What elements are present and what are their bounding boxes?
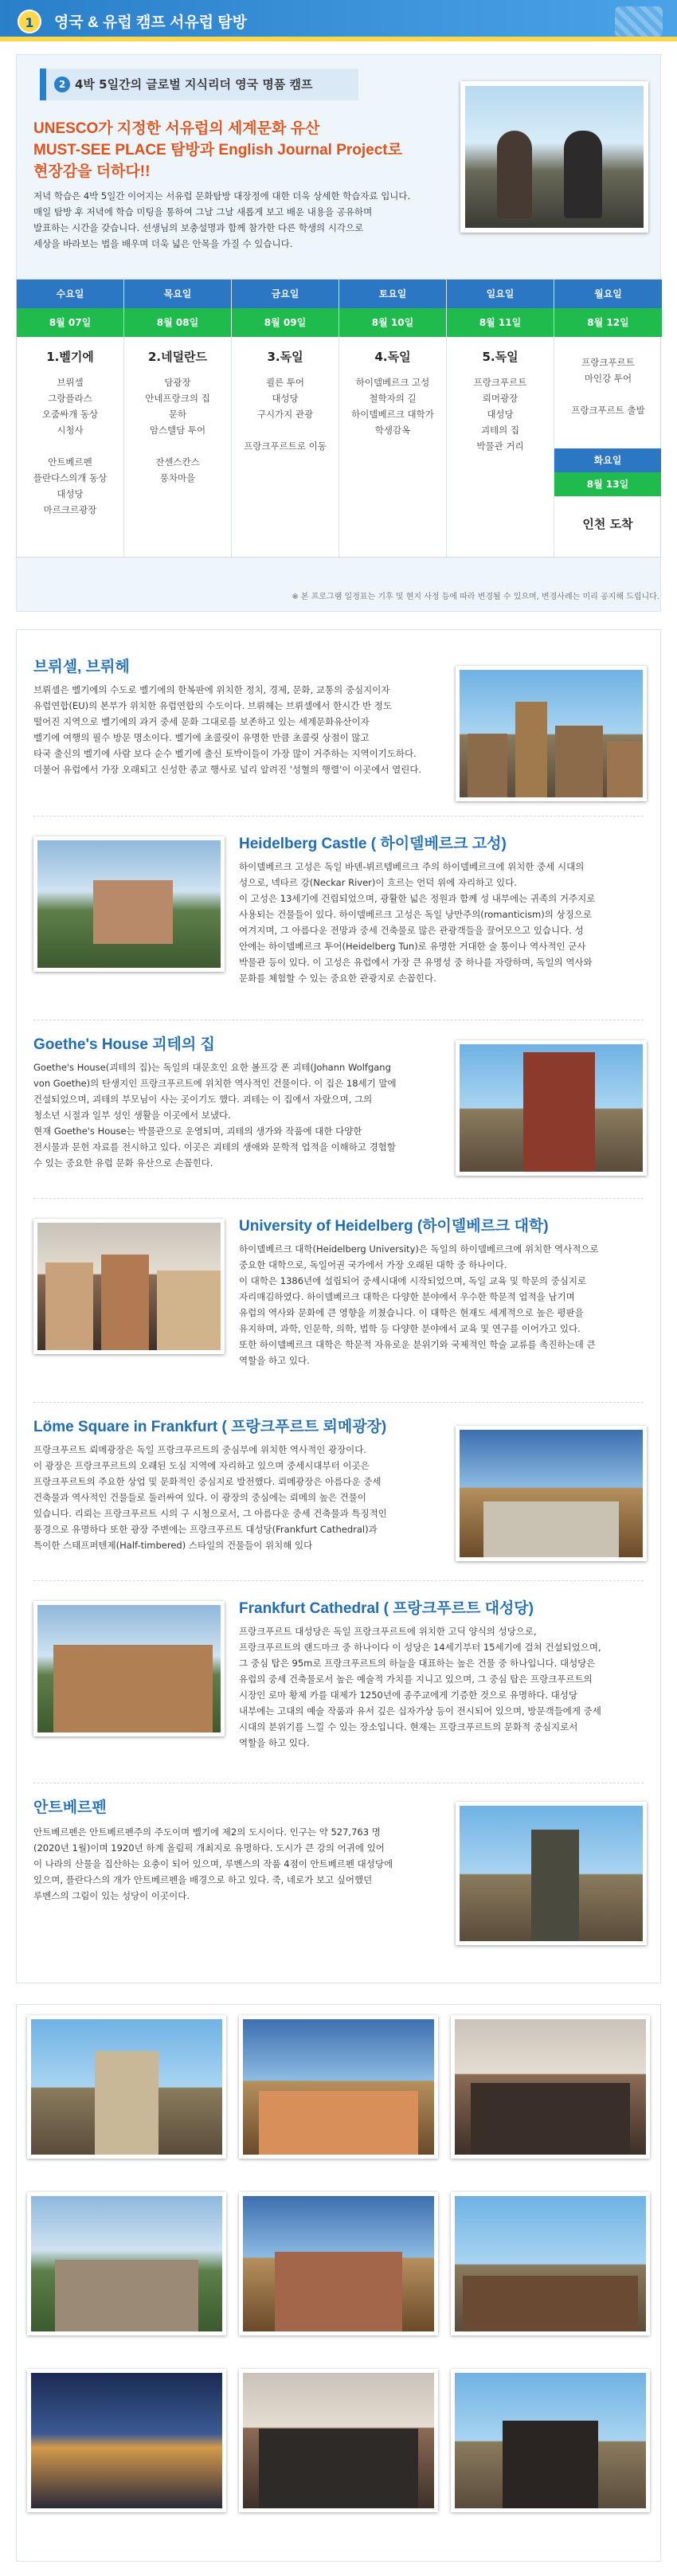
text-line: 청소년 시절과 일부 성인 생활을 이곳에서 보냈다.	[33, 1110, 231, 1121]
headline-line: UNESCO가 지정한 서유럽의 세계문화 유산	[33, 120, 320, 137]
romer-square-photo	[456, 1426, 647, 1561]
text-line: 건설되었으며, 괴테의 부모님이 사는 곳이기도 했다. 괴테는 이 집에서 자랐으며, 그의	[33, 1094, 373, 1105]
text-line: 유럽의 역사와 문화에 큰 영향을 끼쳤습니다. 이 대학은 현재도 세계적으로 높은 평판을	[239, 1307, 584, 1318]
schedule-date: 8월 12일	[554, 308, 662, 337]
schedule-city: 3.독일	[267, 350, 303, 364]
student-figure	[497, 131, 532, 218]
schedule-column	[447, 280, 554, 558]
schedule-items: 프랑크푸르트 마인강 투어 프랑크푸르트 출발	[571, 357, 645, 416]
schedule-city: 4.독일	[374, 350, 411, 364]
text-line: 문화를 체험할 수 있는 중요한 관광지로 손꼽힌다.	[239, 973, 436, 984]
text-line: 브뤼셀은 벨기에의 수도로 벨기에의 한복판에 위치한 정치, 경제, 문화, 교통의 중심지이자	[33, 684, 390, 695]
schedule-items: 담광장 안네프랑크의 집 문하 암스텔담 투어 잔센스칸스 풍차마을	[145, 377, 210, 483]
page-title: 영국 & 유럽 캠프 서유럽 탐방	[54, 14, 248, 31]
schedule-date: 8월 09일	[232, 308, 338, 337]
text-line: Goethe's House(괴테의 집)는 독일의 대문호인 요한 볼프강 폰 괴테(Johann Wolfgang	[33, 1062, 391, 1073]
text-line: 루벤스의 그림이 있는 성당이 이곳이다.	[33, 1890, 190, 1901]
text-line: 벨기에 여행의 필수 방문 명소이다. 벨기에 초콜릿이 유명한 만큼 초콜릿 상점이 많고	[33, 732, 370, 743]
headline-line: MUST-SEE PLACE 탐방과 English Journal Project로	[33, 142, 402, 159]
schedule-column	[17, 280, 124, 558]
text-line: 현재 Goethe's House는 박물관으로 운영되며, 괴테의 생가와 작품에 대한 다양한	[33, 1126, 362, 1137]
text-line: 자리매김하였다. 하이델베르크 대학은 다양한 분야에서 우수한 학문적 업적을 남기며	[239, 1291, 575, 1302]
schedule-items: 하이델베르크 고성 철학자의 길 하이델베르크 대학가 학생감옥	[351, 377, 434, 436]
text-line: 더불어 유럽에서 가장 오래되고 신성한 종교 행사로 널리 알려진 '성혈의 행렬'이 이곳에서 열린다.	[33, 764, 422, 775]
schedule-date: 8월 08일	[124, 308, 231, 337]
schedule-date: 8월 11일	[447, 308, 554, 337]
text-line: (2020년 1월)이며 1920년 하계 올림픽 개최지로 유명하다. 도시가 큰 강의 어귀에 있어	[33, 1842, 385, 1854]
section-text	[239, 859, 645, 986]
text-line: 안트베르펜은 안트베르펜주의 주도이며 벨기에 제2의 도시이다. 인구는 약 527,763 명	[33, 1826, 381, 1838]
gallery-photo	[239, 2192, 438, 2335]
uk-flag-icon	[615, 6, 663, 37]
text-line: 이 나라의 산물을 집산하는 요충이 되어 있으며, 루벤스의 작품 4점이 안트베르펜 대성당에	[33, 1858, 393, 1869]
section-divider	[33, 1198, 644, 1199]
text-line: 떨어진 지역으로 벨기에의 과거 중세 문화 그대로를 보존하고 있는 세계문화유산이자	[33, 716, 370, 727]
section-title: Goethe's House 괴테의 집	[33, 1036, 215, 1053]
section-text	[239, 1241, 645, 1368]
intro-line: 저녁 학습은 4박 5일간 이어지는 서유럽 문화탐방 대장정에 대한 더욱 상세한 학습자료 입니다.	[33, 190, 411, 202]
intro-line: 매일 탐방 후 저녁에 학습 미팅을 통하여 그날 그날 새롭게 보고 배운 내용을 공유하며	[33, 206, 373, 217]
text-line: 타국 출신의 벨기에 사람 보다 순수 벨기에 출신 토박이들이 가장 많이 거주하는 지역이기도하다.	[33, 748, 417, 759]
text-line: 성으로, 넥타르 강(Neckar River)이 흐르는 언덕 위에 자리하고 있다.	[239, 877, 517, 888]
text-line: 여겨지며, 그 아름다운 전망과 중세 건축물로 많은 관광객들을 끌어모으고 있습니다. 성	[239, 925, 584, 936]
text-line: 중요한 대학으로, 독일어권 국가에서 가장 오래된 대학 중 하나이다.	[239, 1259, 507, 1270]
text-line: 이 고성은 13세기에 건립되었으며, 광활한 넓은 정원과 함께 성 내부에는 귀족의 거주지로	[239, 893, 596, 904]
intro-line: 세상을 바라보는 법을 배우며 더욱 넓은 안목을 가질 수 있습니다.	[33, 238, 293, 249]
schedule-table	[16, 279, 661, 558]
text-line: 유럽의 중세 건축물로서 높은 예술적 가치를 지니고 있으며, 그 중심 탑은 프랑크푸르트의	[239, 1674, 593, 1685]
section-title: University of Heidelberg (하이델베르크 대학)	[239, 1218, 549, 1235]
gallery-photo	[451, 2015, 650, 2159]
section-title: Löme Square in Frankfurt ( 프랑크푸르트 뢰메광장)	[33, 1419, 387, 1435]
schedule-day: 일요일	[447, 280, 554, 308]
section-divider	[33, 1580, 644, 1581]
text-line: 유지하며, 과학, 인문학, 의학, 법학 등 다양한 분야에서 교육 및 연구를 이어가고 있다.	[239, 1323, 581, 1334]
schedule-city: 2.네덜란드	[147, 350, 208, 364]
text-line: 하이델베르크 대학(Heidelberg University)은 독일의 하이델베르크에 위치한 역사적으로	[239, 1243, 599, 1255]
section-title: 안트베르펜	[33, 1799, 107, 1816]
text-line: 그 중심 탑은 95m로 프랑크푸르트의 하늘을 대표하는 높은 건물 중 하나입니다. 대성당은	[239, 1658, 596, 1669]
text-line: 유럽연합(EU)의 본부가 위치한 유럽연합의 수도이다. 브뤼헤는 브뤼셀에서 한시간 반 정도	[33, 700, 393, 711]
schedule-column	[124, 280, 232, 558]
schedule-city: 1.벨기에	[46, 350, 94, 364]
schedule-date: 8월 10일	[339, 308, 446, 337]
subtitle-number-badge: 2	[54, 76, 70, 92]
section-text	[33, 682, 456, 777]
intro-headline	[33, 118, 448, 182]
section-title: Heidelberg Castle ( 하이델베르크 고성)	[239, 836, 507, 852]
section-number-badge: 1	[18, 10, 41, 33]
text-line: 프랑크푸르트의 랜드마크 중 하나이다 이 성당은 14세기부터 15세기에 걸쳐 건설되었으며,	[239, 1642, 601, 1653]
schedule-column	[232, 280, 339, 558]
frankfurt-cathedral-photo	[33, 1601, 225, 1736]
text-line: 시장인 로마 황제 카를 대제가 1250년에 종주교에게 기증한 것으로 유명하다. 대성당	[239, 1689, 577, 1701]
gallery-photo	[239, 2015, 438, 2159]
schedule-day: 목요일	[124, 280, 231, 308]
text-line: 박물관 등이 있다. 이 고성은 유럽에서 가장 큰 유명성 중 하나를 자랑하며, 독일의 역사와	[239, 957, 593, 968]
university-photo	[33, 1219, 225, 1354]
schedule-date: 8월 07일	[17, 308, 123, 337]
camp-subtitle-text: 4박 5일간의 글로벌 지식리더 영국 명품 캠프	[75, 77, 313, 92]
text-line: von Goethe)의 탄생지인 프랑크푸르트에 위치한 역사적인 건물이다. 이 집은 18세기 말에	[33, 1078, 397, 1089]
schedule-city: 5.독일	[482, 350, 519, 364]
gallery-photo	[451, 2192, 650, 2335]
student-figure	[564, 131, 602, 218]
text-line: 내부에는 고대의 예술 작품과 유서 깊은 십자가상 등이 전시되어 있으며, 방문객들에게 중세	[239, 1705, 601, 1717]
text-line: 건축물과 역사적인 건물들로 둘러싸여 있다. 이 광장의 중심에는 뢰메의 높은 건물이	[33, 1492, 366, 1503]
gallery-photo	[27, 2192, 226, 2335]
antwerp-photo	[456, 1802, 647, 1945]
section-text	[33, 1059, 448, 1171]
text-line: 하이델베르크 고성은 독일 바덴-뷔르템베르크 주의 하이델베르크에 위치한 중세 시대의	[239, 861, 585, 872]
section-text	[33, 1824, 448, 1904]
intro-line: 발표하는 시간을 갖습니다. 선생님의 보충설명과 함께 참가한 다른 학생의 시각으로	[33, 222, 364, 233]
page-header	[0, 0, 677, 41]
gallery-photo	[239, 2369, 438, 2512]
text-line: 역할을 하고 있다.	[239, 1355, 310, 1366]
gallery-photo	[27, 2369, 226, 2512]
section-title: Frankfurt Cathedral ( 프랑크푸르트 대성당)	[239, 1600, 534, 1617]
text-line: 이 광장은 프랑크푸르트의 오래된 도심 지역에 자리하고 있으며 중세시대부터 이곳은	[33, 1460, 370, 1471]
text-line: 있으며, 플란다스의 개가 안트베르펜을 배경으로 하고 있다. 죽, 네로가 보고 싶어했던	[33, 1874, 373, 1885]
goethe-house-photo	[456, 1040, 647, 1176]
schedule-column	[554, 280, 662, 558]
schedule-note: ※ 본 프로그램 일정표는 기후 및 현지 사정 등에 따라 변경될 수 있으며, 변경사례는 미리 공지해 드립니다.	[292, 593, 659, 601]
schedule-items: 프랑크푸르트 뢰머광장 대성당 괴테의 집 박물관 거리	[473, 377, 527, 452]
text-line: 수 있는 중요한 유럽 문화 유산으로 손꼽힌다.	[33, 1157, 213, 1169]
text-line: 프랑크푸르트 뢰메광장은 독일 프랑크푸르트의 중심부에 위치한 역사적인 광장이다.	[33, 1444, 367, 1455]
text-line: 또한 하이델베르크 대학은 학문적 자유로운 분위기와 국제적인 학술 교류를 촉진하는데 큰	[239, 1339, 596, 1350]
text-line: 이 대학은 1386년에 설립되어 중세시대에 시작되었으며, 독일 교육 및 학문의 중심지로	[239, 1275, 587, 1286]
text-line: 역할을 하고 있다.	[239, 1737, 310, 1748]
schedule-city: 인천 도착	[582, 517, 633, 531]
text-line: 전시물과 문헌 자료를 전시하고 있다. 이곳은 괴테의 생애와 문학적 업적을 이해하고 경험할	[33, 1141, 396, 1153]
text-line: 프랑크푸르트 대성당은 독일 프랑크푸르트에 위치한 고딕 양식의 성당으로,	[239, 1626, 537, 1637]
headline-line: 현장감을 더하다!!	[33, 163, 151, 180]
schedule-day: 토요일	[339, 280, 446, 308]
section-text	[239, 1623, 645, 1751]
schedule-day: 금요일	[232, 280, 338, 308]
text-line: 사용되는 건물들이 있다. 하이델베르크 고성은 독일 낭만주의(romanticism)의 상징으로	[239, 909, 592, 920]
text-line: 안에는 하이델베르크 투어(Heidelberg Tun)로 유명한 거대한 술 통이나 역사적인 군사	[239, 941, 586, 952]
schedule-items: 쾰른 투어 대성당 구시가지 관광 프랑크푸르트로 이동	[244, 377, 327, 452]
text-line: 프랑크푸르트의 주요한 상업 및 문화적인 중심지로 발전했다. 뢰메광장은 아름다운 중세	[33, 1476, 382, 1487]
schedule-date: 8월 13일	[554, 472, 661, 496]
schedule-day: 화요일	[554, 448, 661, 472]
text-line: 시대의 분위기를 느낄 수 있는 장소입니다. 현재는 프랑크푸르트의 문화적 중심지로서	[239, 1721, 578, 1732]
gallery-photo	[451, 2369, 650, 2512]
text-line: 풍경으로 유명하다 또한 광장 주변에는 프랑크푸르트 대성당(Frankfurt Cathedral)과	[33, 1524, 378, 1535]
students-photo	[460, 81, 648, 233]
brussels-photo	[456, 666, 647, 801]
schedule-column	[339, 280, 447, 558]
intro-description	[33, 188, 495, 252]
section-title: 브뤼셀, 브뤼헤	[33, 659, 130, 675]
heidelberg-castle-photo	[33, 836, 225, 972]
section-divider	[33, 1402, 644, 1403]
schedule-day: 월요일	[554, 280, 662, 308]
gallery-photo	[27, 2015, 226, 2159]
camp-subtitle	[40, 69, 358, 100]
schedule-day: 수요일	[17, 280, 123, 308]
schedule-items: 브뤼셀 그랑플라스 오줌싸개 동상 시청사 안트베르펜 플란다스의개 동상 대성당 마르크르광장	[33, 377, 108, 515]
section-text	[33, 1442, 448, 1553]
text-line: 특이한 스태프퍼텐제(Half-timbered) 스타일의 건물들이 위치해 있다	[33, 1540, 313, 1551]
text-line: 있습니다. 리뢰는 프랑크푸르트 시의 구 시청으로서, 그 아름다운 중세 건축물과 특징적인	[33, 1508, 387, 1519]
